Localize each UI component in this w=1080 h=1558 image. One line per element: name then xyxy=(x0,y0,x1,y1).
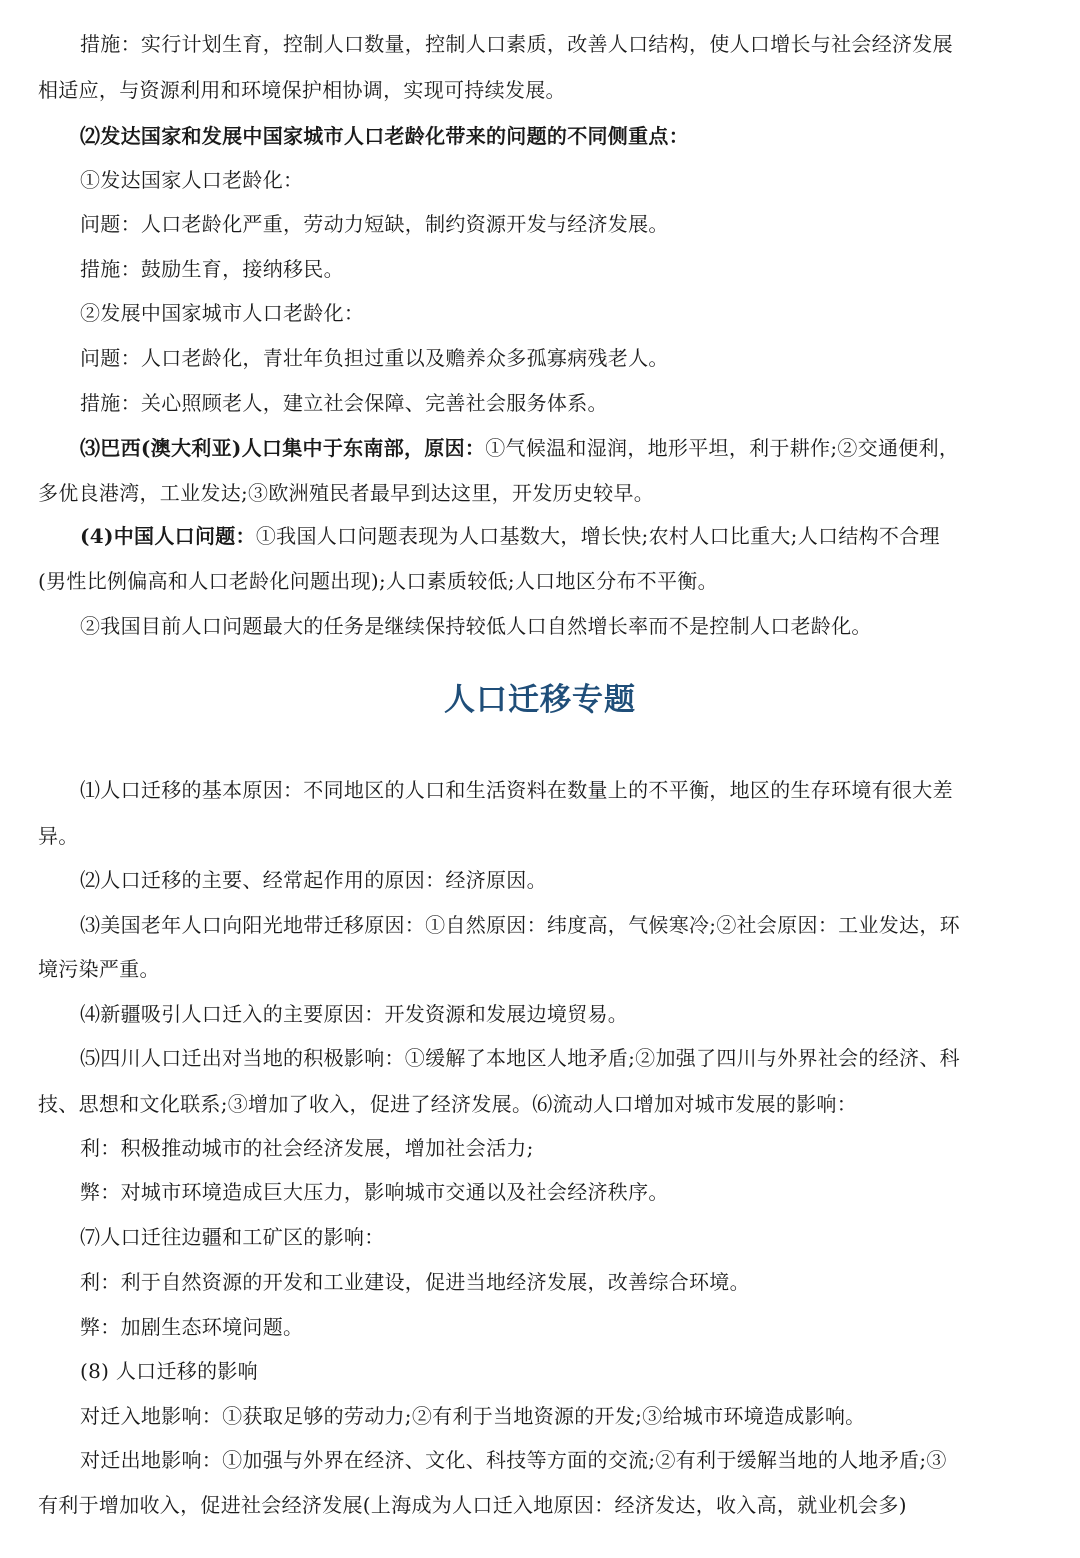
paragraph-line: 对迁出地影响：①加强与外界在经济、文化、科技等方面的交流;②有利于缓解当地的人地矛盾;③ xyxy=(80,1448,947,1472)
paragraph-line: ⑴人口迁移的基本原因：不同地区的人口和生活资料在数量上的不平衡，地区的生存环境有很大差 xyxy=(80,778,953,802)
paragraph-line: ⑷新疆吸引人口迁入的主要原因：开发资源和发展边境贸易。 xyxy=(80,1002,629,1026)
paragraph-line: 相适应，与资源利用和环境保护相协调，实现可持续发展。 xyxy=(38,78,566,102)
paragraph-line: 措施：关心照顾老人，建立社会保障、完善社会服务体系。 xyxy=(80,391,608,415)
paragraph-line: ⑸四川人口迁出对当地的积极影响：①缓解了本地区人地矛盾;②加强了四川与外界社会的经济、科 xyxy=(80,1046,960,1070)
subsection-heading: ⑵发达国家和发展中国家城市人口老龄化带来的问题的不同侧重点： xyxy=(80,124,689,148)
section-heading: 人口迁移专题 xyxy=(444,682,636,718)
paragraph-line: (8) 人口迁移的影响 xyxy=(80,1359,258,1383)
paragraph-line xyxy=(80,434,1053,462)
paragraph-line: ⑶美国老年人口向阳光地带迁移原因：①自然原因：纬度高，气候寒冷;②社会原因：工业发达，环 xyxy=(80,913,960,937)
paragraph-line: 技、思想和文化联系;③增加了收入，促进了经济发展。⑹流动人口增加对城市发展的影响： xyxy=(38,1092,858,1116)
paragraph-line: 措施：实行计划生育，控制人口数量，控制人口素质，改善人口结构，使人口增长与社会经济发展 xyxy=(80,32,953,56)
paragraph-line: ②我国目前人口问题最大的任务是继续保持较低人口自然增长率而不是控制人口老龄化。 xyxy=(80,614,872,638)
paragraph-line: 异。 xyxy=(38,824,79,848)
paragraph-line: ⑺人口迁往边疆和工矿区的影响： xyxy=(80,1225,385,1249)
paragraph-lead-text: ①气候温和湿润，地形平坦，利于耕作;②交通便利， xyxy=(485,436,960,460)
paragraph-line: 问题：人口老龄化，青壮年负担过重以及赡养众多孤寡病残老人。 xyxy=(80,346,669,370)
paragraph-line: 利：积极推动城市的社会经济发展，增加社会活力; xyxy=(80,1136,534,1160)
paragraph-line: (男性比例偏高和人口老龄化问题出现);人口素质较低;人口地区分布不平衡。 xyxy=(38,569,718,593)
paragraph-line: ②发展中国家城市人口老龄化： xyxy=(80,301,365,325)
paragraph-line: 问题：人口老龄化严重，劳动力短缺，制约资源开发与经济发展。 xyxy=(80,212,669,236)
paragraph-line: 弊：加剧生态环境问题。 xyxy=(80,1315,304,1339)
paragraph-line: 弊：对城市环境造成巨大压力，影响城市交通以及社会经济秩序。 xyxy=(80,1180,669,1204)
paragraph-line: 措施：鼓励生育，接纳移民。 xyxy=(80,257,344,281)
paragraph-line: ①发达国家人口老龄化： xyxy=(80,168,304,192)
paragraph-line: 有利于增加收入，促进社会经济发展(上海成为人口迁入地原因：经济发达，收入高，就业机会多) xyxy=(38,1493,907,1517)
paragraph-line: 境污染严重。 xyxy=(38,957,160,981)
paragraph-line: 利：利于自然资源的开发和工业建设，促进当地经济发展，改善综合环境。 xyxy=(80,1270,750,1294)
paragraph-line xyxy=(80,522,1053,550)
paragraph-line: 多优良港湾，工业发达;③欧洲殖民者最早到达这里，开发历史较早。 xyxy=(38,481,655,505)
paragraph-line: 对迁入地影响：①获取足够的劳动力;②有利于当地资源的开发;③给城市环境造成影响。 xyxy=(80,1404,866,1428)
paragraph-lead-text: ①我国人口问题表现为人口基数大，增长快;农村人口比重大;人口结构不合理 xyxy=(255,524,940,548)
paragraph-lead-bold: (4)中国人口问题： xyxy=(80,524,256,548)
paragraph-lead-bold: ⑶巴西(澳大利亚)人口集中于东南部，原因： xyxy=(80,436,486,460)
paragraph-line: ⑵人口迁移的主要、经常起作用的原因：经济原因。 xyxy=(80,868,547,892)
